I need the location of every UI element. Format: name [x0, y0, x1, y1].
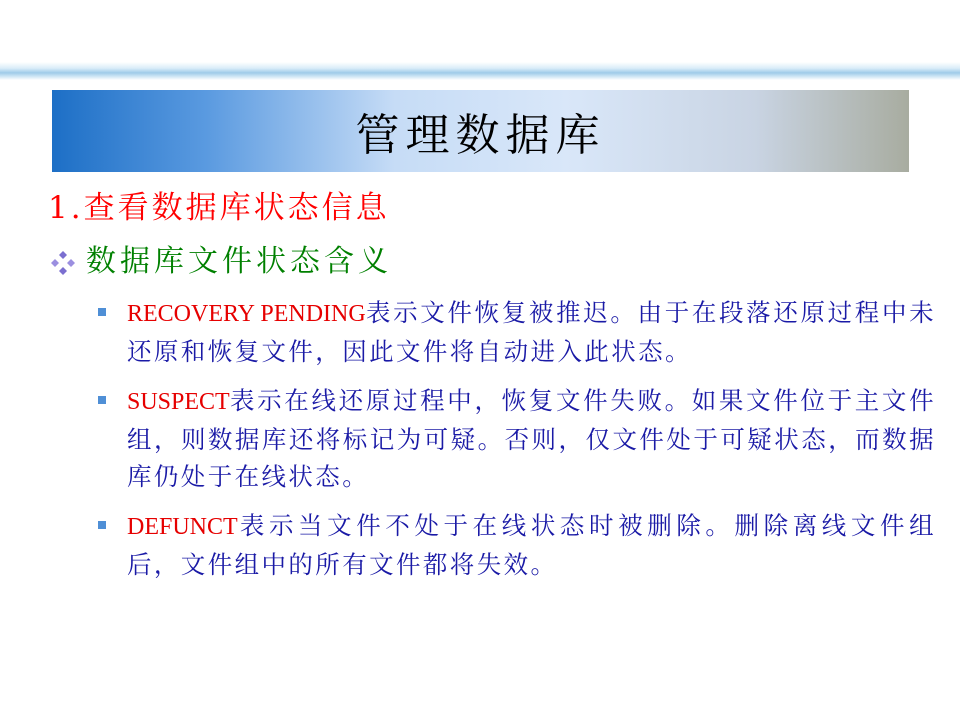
bullet-list — [96, 294, 936, 595]
square-bullet-icon — [98, 396, 106, 404]
state-description: 表示文件恢复被推迟。由于在段落还原过程中未还原和恢复文件，因此文件将自动进入此状态。 — [127, 298, 937, 366]
title-bar — [52, 90, 909, 172]
state-term: DEFUNCT — [127, 514, 238, 540]
list-item — [96, 382, 936, 495]
state-description: 表示当文件不处于在线状态时被删除。删除离线文件组后，文件组中的所有文件都将失效。 — [127, 511, 936, 579]
top-decorative-band — [0, 62, 960, 80]
slide-title: 管理数据库 — [355, 110, 606, 161]
state-term: SUSPECT — [127, 389, 230, 415]
list-item — [96, 507, 936, 583]
state-term: RECOVERY PENDING — [127, 301, 366, 327]
list-item — [96, 294, 936, 370]
section-heading: 1.查看数据库状态信息 — [48, 190, 390, 226]
state-description: 表示在线还原过程中，恢复文件失败。如果文件位于主文件组，则数据库还将标记为可疑。否则，仅文件处于可疑状态，而数据库仍处于在线状态。 — [127, 386, 936, 491]
square-bullet-icon — [98, 521, 106, 529]
square-bullet-icon — [98, 308, 106, 316]
four-diamond-icon — [50, 249, 76, 275]
sub-heading-row — [50, 240, 392, 284]
sub-heading: 数据库文件状态含义 — [86, 244, 392, 279]
